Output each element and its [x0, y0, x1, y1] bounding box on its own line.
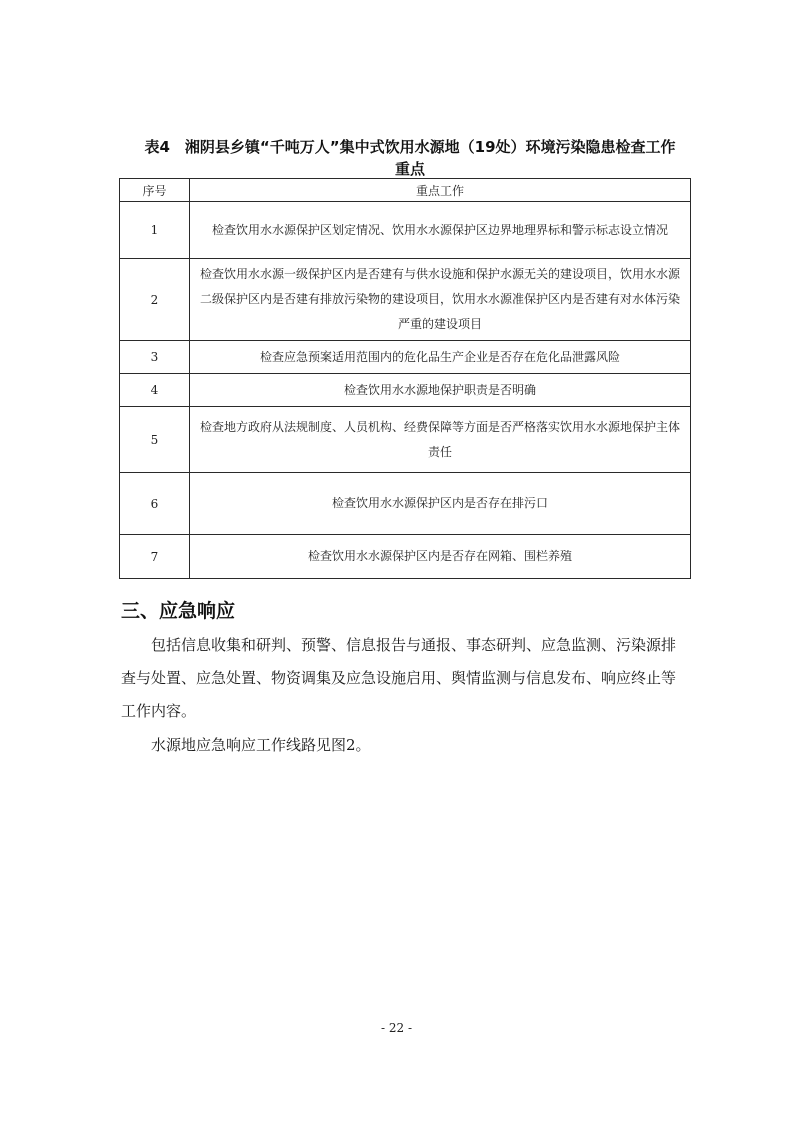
table-row	[120, 202, 691, 259]
section-heading: 三、应急响应	[121, 600, 236, 622]
column-header-focus-work: 重点工作	[190, 179, 691, 202]
row-number: 3	[120, 341, 190, 374]
row-number: 5	[120, 407, 190, 473]
body-paragraph: 水源地应急响应工作线路见图2。	[151, 736, 371, 754]
row-number: 4	[120, 374, 190, 407]
table-header-row	[120, 179, 691, 202]
row-number: 2	[120, 259, 190, 341]
table-row	[120, 259, 691, 341]
table-row	[120, 473, 691, 535]
table-row	[120, 341, 691, 374]
body-paragraph: 包括信息收集和研判、预警、信息报告与通报、事态研判、应急监测、污染源排查与处置、应急处置、物资调集及应急设施启用、舆情监测与信息发布、响应终止等工作内容。	[121, 636, 677, 720]
page-number: - 22 -	[380, 1021, 412, 1035]
row-focus-text: 检查饮用水水源保护区内是否存在网箱、围栏养殖	[190, 535, 691, 579]
row-focus-text: 检查地方政府从法规制度、人员机构、经费保障等方面是否严格落实饮用水水源地保护主体责任	[190, 407, 691, 473]
row-focus-text: 检查饮用水水源保护区内是否存在排污口	[190, 473, 691, 535]
row-focus-text: 检查应急预案适用范围内的危化品生产企业是否存在危化品泄露风险	[190, 341, 691, 374]
row-number: 1	[120, 202, 190, 259]
row-focus-text: 检查饮用水水源一级保护区内是否建有与供水设施和保护水源无关的建设项目，饮用水水源二级保护区内是否建有排放污染物的建设项目，饮用水水源准保护区内是否建有对水体污染严重的建设项目	[190, 259, 691, 341]
row-focus-text: 检查饮用水水源地保护职责是否明确	[190, 374, 691, 407]
inspection-focus-table	[119, 178, 691, 579]
table-row	[120, 374, 691, 407]
table-row	[120, 535, 691, 579]
table-row	[120, 407, 691, 473]
row-focus-text: 检查饮用水水源保护区划定情况、饮用水水源保护区边界地理界标和警示标志设立情况	[190, 202, 691, 259]
column-header-number: 序号	[120, 179, 190, 202]
row-number: 6	[120, 473, 190, 535]
row-number: 7	[120, 535, 190, 579]
table-caption: 表4 湘阴县乡镇“千吨万人”集中式饮用水源地（19处）环境污染隐患检查工作重点	[144, 138, 676, 178]
